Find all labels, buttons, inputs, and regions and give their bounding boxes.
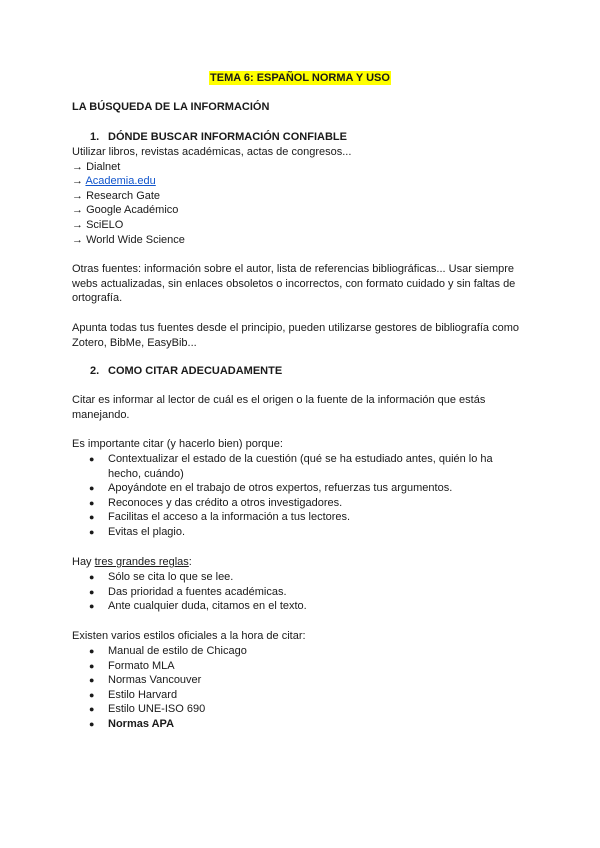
- source-item-research-gate: [72, 189, 532, 204]
- section1-intro: Utilizar libros, revistas académicas, actas de congresos...: [72, 146, 352, 158]
- bullet-icon: ●: [89, 497, 95, 508]
- bullet-icon: ●: [89, 601, 95, 612]
- reasons-list: [72, 452, 512, 540]
- list-item: [72, 570, 512, 585]
- arrow-icon: →: [72, 218, 83, 231]
- paragraph-line: ortografía.: [72, 292, 123, 305]
- list-item-text: Manual de estilo de Chicago: [108, 645, 247, 657]
- list-item: [72, 496, 512, 511]
- bullet-icon: ●: [89, 572, 95, 582]
- bullet-icon: ●: [89, 704, 95, 715]
- arrow-icon: →: [72, 189, 83, 202]
- source-label: Google Académico: [86, 204, 179, 217]
- bullet-icon: ●: [89, 689, 95, 700]
- list-item: [72, 717, 512, 732]
- bullet-icon: ●: [89, 526, 95, 537]
- section2-heading-text: COMO CITAR ADECUADAMENTE: [108, 365, 283, 377]
- list-item: [72, 702, 512, 717]
- arrow-icon: →: [72, 233, 83, 246]
- list-item: [72, 585, 512, 600]
- bullet-icon: ●: [89, 675, 95, 686]
- paragraph-line: Otras fuentes: información sobre el autor, lista de referencias bibliográficas... Usar siempre: [72, 263, 515, 275]
- bullet-icon: ●: [89, 454, 95, 464]
- list-item-text: Ante cualquier duda, citamos en el texto.: [108, 600, 307, 613]
- rules-suffix: :: [188, 556, 192, 568]
- source-item-scielo: [72, 218, 532, 233]
- bullet-icon: ●: [89, 660, 95, 671]
- arrow-icon: →: [72, 175, 83, 188]
- list-item-text: Facilitas el acceso a la información a tus lectores.: [108, 511, 351, 524]
- other-sources-paragraph: [72, 262, 532, 306]
- list-item: [72, 644, 512, 659]
- list-item: [72, 452, 512, 467]
- document-title: TEMA 6: ESPAÑOL NORMA Y USO: [210, 72, 390, 84]
- paragraph-line: Zotero, BibMe, EasyBib...: [72, 336, 197, 349]
- list-item-text: Reconoces y das crédito a otros investigadores.: [108, 496, 343, 509]
- list-item-text: Apoyándote en el trabajo de otros expertos, refuerzas tus argumentos.: [108, 482, 453, 495]
- list-item: [72, 659, 512, 674]
- rules-underlined: tres grandes reglas: [94, 556, 189, 568]
- rules-intro: [72, 555, 532, 570]
- arrow-icon: →: [72, 160, 83, 173]
- rules-list: [72, 570, 512, 614]
- styles-list: [72, 644, 512, 732]
- list-item-text: Das prioridad a fuentes académicas.: [108, 585, 287, 598]
- source-label: SciELO: [86, 218, 124, 231]
- list-item-text: Contextualizar el estado de la cuestión (qué se ha estudiado antes, quién lo ha: [108, 453, 493, 465]
- citation-definition-paragraph: [72, 393, 532, 422]
- list-item-text: Normas APA: [108, 717, 175, 730]
- list-item: [72, 688, 512, 703]
- bibliography-note-paragraph: [72, 321, 532, 350]
- list-item: [72, 673, 512, 688]
- bullet-icon: ●: [89, 483, 95, 494]
- arrow-icon: →: [72, 204, 83, 217]
- bullet-icon: ●: [89, 646, 95, 656]
- source-item-academia: [72, 174, 532, 189]
- list-item-continuation: [72, 467, 512, 482]
- paragraph-line: webs actualizadas, sin enlaces obsoletos o incorrectos, con formato cuidado y sin faltas de: [72, 277, 516, 290]
- list-item-text: Normas Vancouver: [108, 674, 202, 687]
- main-heading: LA BÚSQUEDA DE LA INFORMACIÓN: [72, 101, 270, 113]
- paragraph-line: Apunta todas tus fuentes desde el principio, pueden utilizarse gestores de bibliografía como: [72, 322, 520, 334]
- list-item: [72, 525, 512, 540]
- list-item-text: Estilo UNE-ISO 690: [108, 703, 206, 716]
- section1-sources-block: [72, 145, 532, 247]
- source-label: Research Gate: [86, 189, 161, 202]
- section1-heading: [90, 130, 347, 144]
- list-item-text: Evitas el plagio.: [108, 525, 186, 538]
- list-item: [72, 510, 512, 525]
- source-item-google-academico: [72, 203, 532, 218]
- source-item-dialnet: [72, 160, 532, 175]
- bullet-icon: ●: [89, 718, 95, 729]
- rules-prefix: Hay: [72, 556, 95, 568]
- section2-number: 2.: [90, 365, 100, 377]
- paragraph-line: manejando.: [72, 408, 130, 421]
- list-item-text: hecho, cuándo): [108, 467, 184, 480]
- source-label: Dialnet: [86, 160, 121, 173]
- section1-heading-text: DÓNDE BUSCAR INFORMACIÓN CONFIABLE: [108, 131, 347, 143]
- bullet-icon: ●: [89, 512, 95, 523]
- title-wrap: [0, 71, 600, 85]
- why-cite-intro: Es importante citar (y hacerlo bien) porque:: [72, 438, 283, 450]
- list-item-text: Formato MLA: [108, 659, 175, 672]
- list-item-text: Sólo se cita lo que se lee.: [108, 571, 234, 583]
- list-item: [72, 599, 512, 614]
- list-item: [72, 481, 512, 496]
- section1-number: 1.: [90, 131, 100, 143]
- section2-heading: [90, 364, 282, 378]
- styles-intro: Existen varios estilos oficiales a la hora de citar:: [72, 630, 306, 642]
- academia-link[interactable]: Academia.edu: [85, 175, 156, 188]
- bullet-icon: ●: [89, 586, 95, 597]
- source-label: World Wide Science: [86, 233, 185, 246]
- paragraph-line: Citar es informar al lector de cuál es el origen o la fuente de la información que estás: [72, 394, 486, 406]
- list-item-text: Estilo Harvard: [108, 688, 178, 701]
- source-item-world-wide-science: [72, 233, 532, 248]
